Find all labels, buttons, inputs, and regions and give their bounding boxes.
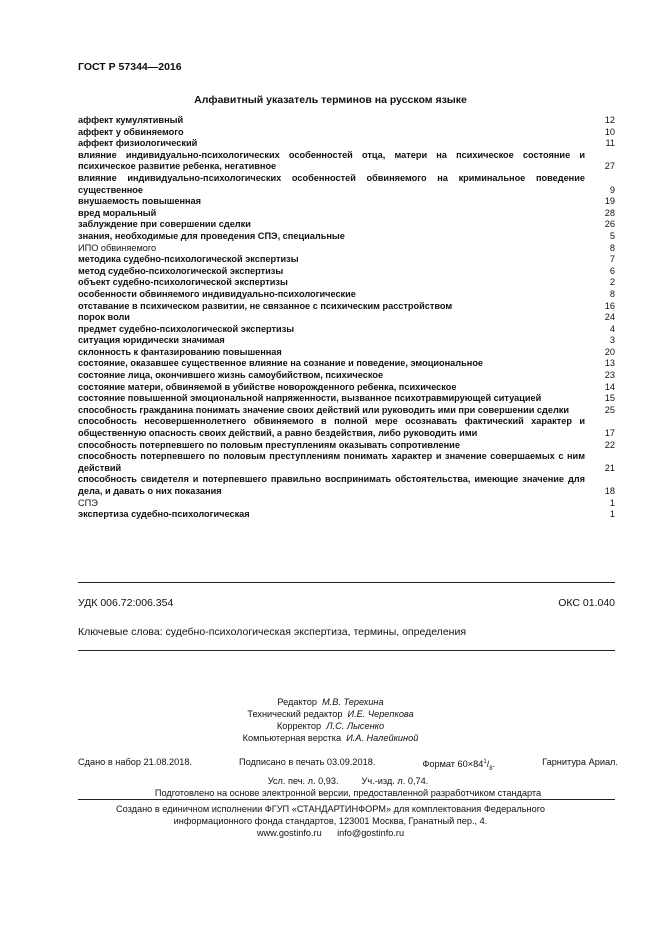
index-entry	[78, 498, 615, 510]
index-entry	[78, 312, 615, 324]
index-page: 25	[604, 404, 615, 415]
credit-line	[0, 732, 661, 744]
index-page: 17	[604, 428, 615, 439]
publisher-sheets: Уч.-изд. л. 0,74.	[361, 775, 429, 786]
index-entry	[78, 405, 615, 417]
index-page: 14	[604, 381, 615, 392]
index-entry	[78, 474, 615, 497]
divider	[78, 582, 615, 583]
publisher-line: информационного фонда стандартов, 123001 Москва, Гранатный пер., 4.	[173, 816, 488, 826]
index-page: 7	[609, 254, 615, 265]
index-term: вред моральный	[78, 207, 157, 218]
submitted-date: Сдано в набор 21.08.2018.	[78, 757, 193, 767]
index-entry	[78, 127, 615, 139]
credits	[0, 696, 661, 744]
signed-date: Подписано в печать 03.09.2018.	[238, 757, 376, 767]
index-page: 24	[604, 312, 615, 323]
index-page: 4	[609, 323, 615, 334]
index-term: ситуация юридически значимая	[78, 335, 225, 346]
udk-code: УДК 006.72:006.354	[78, 597, 174, 609]
index-entry	[78, 196, 615, 208]
term-index	[78, 115, 615, 521]
index-page: 28	[604, 207, 615, 218]
index-entry	[78, 208, 615, 220]
index-entry	[78, 416, 615, 439]
index-entry	[78, 231, 615, 243]
index-term: способность потерпевшего по половым преступлениям понимать характер и значение совершаемых с ним действий	[78, 451, 585, 473]
index-page: 15	[604, 393, 615, 404]
index-entry	[78, 393, 615, 405]
index-entry	[78, 266, 615, 278]
index-entry	[78, 324, 615, 336]
publication-info	[78, 756, 618, 799]
format: Формат $60\times 84^1/_8$.	[422, 759, 496, 772]
index-entry	[78, 243, 615, 255]
index-entry	[78, 347, 615, 359]
index-entry	[78, 115, 615, 127]
index-page: 10	[604, 126, 615, 137]
index-entry	[78, 138, 615, 150]
credit-name: И.Е. Черепкова	[347, 709, 414, 719]
index-term: заблуждение при совершении сделки	[78, 219, 251, 230]
index-term: особенности обвиняемого индивидуально-психологические	[78, 288, 356, 299]
typeface: Гарнитура Ариал.	[542, 757, 618, 767]
credit-role: Технический редактор	[247, 709, 343, 719]
index-page: 23	[604, 370, 615, 381]
credit-name: И.А. Налейкиной	[346, 733, 419, 743]
index-entry	[78, 301, 615, 313]
index-term: метод судебно-психологической экспертизы	[78, 265, 284, 276]
index-term: экспертиза судебно-психологическая	[78, 509, 250, 520]
index-term: методика судебно-психологической экспертизы	[78, 254, 299, 265]
index-page: 1	[609, 509, 615, 520]
index-page: 20	[604, 346, 615, 357]
credit-role: Компьютерная верстка	[242, 733, 342, 743]
index-page: 6	[609, 265, 615, 276]
index-page: 8	[609, 242, 615, 253]
index-entry	[78, 335, 615, 347]
index-title: Алфавитный указатель терминов на русском языке	[194, 94, 467, 106]
index-term: состояние повышенной эмоциональной напряженности, вызванное психотравмирующей ситуацией	[78, 393, 542, 404]
index-page: 9	[609, 184, 615, 195]
index-term: влияние индивидуально-психологических особенностей отца, матери на психическое состояние и психическое развитие ребенка, негативное	[78, 149, 585, 172]
index-entry	[78, 254, 615, 266]
divider	[78, 799, 615, 800]
index-term: аффект у обвиняемого	[78, 126, 184, 137]
index-page: 16	[604, 300, 615, 311]
website-link[interactable]: www.gostinfo.ru	[256, 828, 322, 838]
index-page: 8	[609, 288, 615, 299]
index-page: 22	[604, 439, 615, 450]
index-term: способность несовершеннолетнего обвиняемого в полной мере осознавать фактический характер и общественную опасность своих действий, а равно бездействия, либо руководить ими	[78, 416, 585, 439]
index-term: внушаемость повышенная	[78, 196, 202, 207]
index-term: предмет судебно-психологической экспертизы	[78, 323, 295, 334]
index-entry	[78, 358, 615, 370]
index-page: 21	[604, 462, 615, 473]
index-page: 12	[604, 115, 615, 125]
index-page: 5	[609, 230, 615, 241]
index-term: знания, необходимые для проведения СПЭ, специальные	[78, 230, 345, 241]
index-term: ИПО обвиняемого	[78, 242, 157, 253]
credit-line	[0, 720, 661, 732]
index-entry	[78, 451, 615, 474]
publisher-info	[0, 803, 661, 839]
index-term: порок воли	[78, 312, 130, 323]
index-term: способность свидетеля и потерпевшего правильно воспринимать обстоятельства, имеющие значение для дела, и давать о них показания	[78, 474, 585, 496]
index-entry	[78, 219, 615, 231]
publisher-line: Создано в единичном исполнении ФГУП «СТАНДАРТИНФОРМ» для комплектования Федерального	[115, 804, 545, 814]
document-id: ГОСТ Р 57344—2016	[78, 61, 182, 73]
index-term: способность гражданина понимать значение своих действий или руководить ими при совершении сделки	[78, 404, 570, 415]
credit-role: Корректор	[276, 721, 322, 731]
index-entry	[78, 509, 615, 521]
credit-line	[0, 708, 661, 720]
credit-name: Л.С. Лысенко	[326, 721, 385, 731]
index-term: склонность к фантазированию повышенная	[78, 346, 282, 357]
index-term: отставание в психическом развитии, не связанное с психическим расстройством	[78, 300, 453, 311]
index-entry	[78, 173, 615, 196]
index-page: 18	[604, 486, 615, 496]
index-entry	[78, 382, 615, 394]
credit-line	[0, 696, 661, 708]
index-page: 11	[605, 138, 615, 149]
index-page: 1	[609, 497, 615, 508]
index-entry	[78, 289, 615, 301]
index-term: объект судебно-психологической экспертизы	[78, 277, 288, 288]
index-term: состояние лица, окончившего жизнь самоубийством, психическое	[78, 370, 384, 381]
index-page: 19	[604, 196, 615, 207]
index-page: 3	[609, 335, 615, 346]
index-term: состояние, оказавшее существенное влияние на сознание и поведение, эмоциональное	[78, 358, 484, 369]
divider	[78, 650, 615, 651]
index-term: способность потерпевшего по половым преступлениям оказывать сопротивление	[78, 439, 460, 450]
index-term: влияние индивидуально-психологических особенностей обвиняемого на криминальное поведение существенное	[78, 172, 585, 195]
index-page: 2	[609, 277, 615, 288]
index-term: аффект физиологический	[78, 138, 198, 149]
print-sheets: Усл. печ. л. 0,93.	[267, 775, 339, 786]
index-term: СПЭ	[78, 497, 98, 508]
index-term: аффект кумулятивный	[78, 115, 184, 125]
index-page: 27	[604, 161, 615, 172]
index-entry	[78, 370, 615, 382]
index-term: состояние матери, обвиняемой в убийстве новорожденного ребенка, психическое	[78, 381, 457, 392]
index-entry	[78, 277, 615, 289]
index-page: 26	[604, 219, 615, 230]
prepared-note: Подготовлено на основе электронной версии, предоставленной разработчиком стандарта	[154, 787, 542, 798]
credit-name: М.В. Терехина	[322, 697, 384, 707]
index-entry	[78, 440, 615, 452]
index-page: 13	[604, 358, 615, 369]
oks-code: ОКС 01.040	[558, 597, 615, 609]
keywords: Ключевые слова: судебно-психологическая экспертиза, термины, определения	[78, 626, 467, 638]
email-link[interactable]: info@gostinfo.ru	[337, 828, 405, 838]
index-entry	[78, 150, 615, 173]
credit-role: Редактор	[277, 697, 317, 707]
